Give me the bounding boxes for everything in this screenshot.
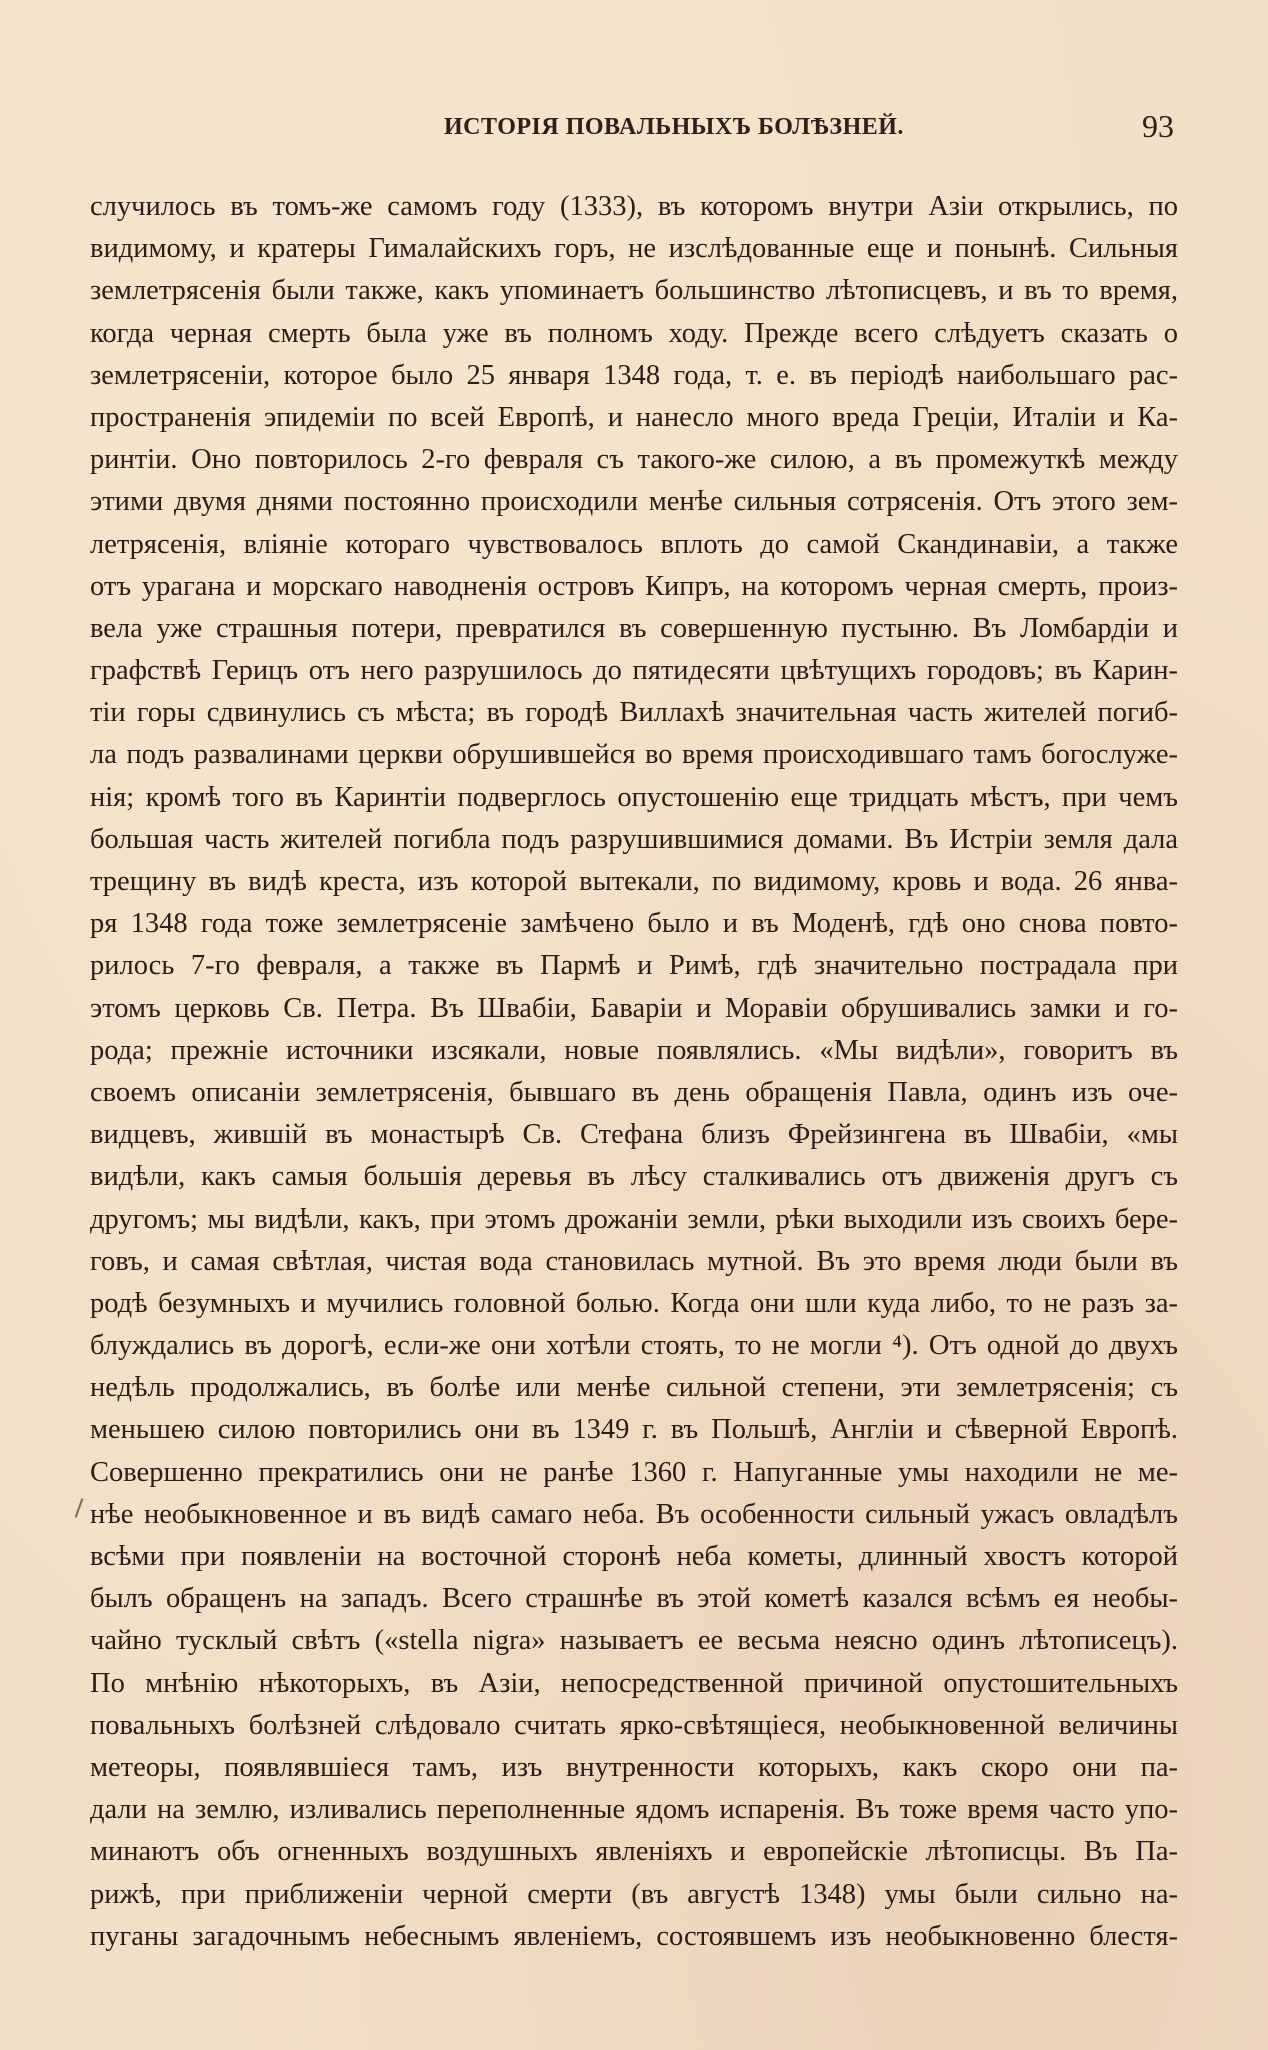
text-line: этими двумя днями постоянно происходили менѣе сильныя сотрясенія. Отъ этого зем- xyxy=(90,486,1178,518)
text-line: метеоры, появлявшіеся тамъ, изъ внутренности которыхъ, какъ скоро они па- xyxy=(90,1751,1178,1783)
text-line: Совершенно прекратились они не ранѣе 1360 г. Напуганные умы находили не ме- xyxy=(90,1456,1178,1488)
page-number: 93 xyxy=(1142,108,1174,144)
text-line: графствѣ Герицъ отъ него разрушилось до пятидесяти цвѣтущихъ городовъ; въ Карин- xyxy=(90,655,1178,687)
text-line: рода; прежніе источники изсякали, новые появлялись. «Мы видѣли», говоритъ въ xyxy=(90,1034,1178,1066)
text-line: По мнѣнію нѣкоторыхъ, въ Азіи, непосредственной причиной опустошительныхъ xyxy=(90,1667,1178,1699)
page-header xyxy=(0,108,1268,152)
text-line: землетрясенія были также, какъ упоминаетъ большинство лѣтописцевъ, и въ то время, xyxy=(90,275,1178,307)
text-line: своемъ описаніи землетрясенія, бывшаго въ день обращенія Павла, одинъ изъ оче- xyxy=(90,1076,1178,1108)
text-line: видцевъ, жившій въ монастырѣ Св. Стефана близъ Фрейзингена въ Швабіи, «мы xyxy=(90,1119,1178,1151)
text-line: летрясенія, вліяніе котораго чувствовалось вплоть до самой Скандинавіи, а также xyxy=(90,528,1178,560)
text-line: говъ, и самая свѣтлая, чистая вода становилась мутной. Въ это время люди были въ xyxy=(90,1245,1178,1277)
text-line: всѣми при появленіи на восточной сторонѣ неба кометы, длинный хвостъ которой xyxy=(90,1541,1178,1572)
text-line: недѣль продолжались, въ болѣе или менѣе сильной степени, эти землетрясенія; съ xyxy=(90,1372,1178,1404)
body-text xyxy=(90,186,1178,1958)
text-line: землетрясеніи, которое было 25 января 1348 года, т. е. въ періодѣ наибольшаго рас- xyxy=(90,359,1178,391)
text-line: тіи горы сдвинулись съ мѣста; въ городѣ Виллахѣ значительная часть жителей погиб- xyxy=(90,697,1178,729)
text-line: дали на землю, изливались переполненные ядомъ испаренія. Въ тоже время часто упо- xyxy=(90,1794,1178,1826)
text-line: повальныхъ болѣзней слѣдовало считать ярко-свѣтящіеся, необыкновенной величины xyxy=(90,1709,1178,1741)
text-line: нія; кромѣ того въ Каринтіи подверглось опустошенію еще тридцать мѣстъ, при чемъ xyxy=(90,781,1178,813)
text-line: видѣли, какъ самыя большія деревья въ лѣсу сталкивались отъ движенія другъ съ xyxy=(90,1161,1178,1193)
text-line: ря 1348 года тоже землетрясеніе замѣчено было и въ Моденѣ, гдѣ оно снова повто- xyxy=(90,908,1178,940)
text-line: родѣ безумныхъ и мучились головной болью. Когда они шли куда либо, то не разъ за- xyxy=(90,1287,1178,1319)
text-line: большая часть жителей погибла подъ разрушившимися домами. Въ Истріи земля дала xyxy=(90,823,1178,855)
text-line: былъ обращенъ на западъ. Всего страшнѣе въ этой кометѣ казался всѣмъ ея необы- xyxy=(90,1583,1178,1615)
text-line: блуждались въ дорогѣ, если-же они хотѣли стоять, то не могли ⁴). Отъ одной до двухъ xyxy=(90,1330,1178,1362)
text-line: минаютъ объ огненныхъ воздушныхъ явленіяхъ и европейскіе лѣтописцы. Въ Па- xyxy=(90,1836,1178,1868)
text-line: отъ урагана и морскаго наводненія островъ Кипръ, на которомъ черная смерть, произ- xyxy=(90,570,1178,602)
text-line: вела уже страшныя потери, превратился въ совершенную пустыню. Въ Ломбардіи и xyxy=(90,612,1178,644)
text-line: видимому, и кратеры Гималайскихъ горъ, не изслѣдованные еще и понынѣ. Сильныя xyxy=(90,233,1178,265)
margin-pen-mark xyxy=(75,1498,84,1517)
text-line: случилось въ томъ-же самомъ году (1333), въ которомъ внутри Азіи открылись, по xyxy=(90,191,1178,222)
text-line: рижѣ, при приближеніи черной смерти (въ августѣ 1348) умы были сильно на- xyxy=(90,1878,1178,1910)
text-line: трещину въ видѣ креста, изъ которой вытекали, по видимому, кровь и вода. 26 янва- xyxy=(90,866,1178,897)
text-line: когда черная смерть была уже въ полномъ ходу. Прежде всего слѣдуетъ сказать о xyxy=(90,317,1178,349)
text-line: этомъ церковь Св. Петра. Въ Швабіи, Баваріи и Моравіи обрушивались замки и го- xyxy=(90,992,1178,1024)
text-line: пространенія эпидеміи по всей Европѣ, и нанесло много вреда Греціи, Италіи и Ка- xyxy=(90,401,1178,433)
text-line: чайно тусклый свѣтъ («stella nigra» называетъ ее весьма неясно одинъ лѣтописецъ). xyxy=(90,1625,1178,1657)
text-line: меньшею силою повторились они въ 1349 г. въ Польшѣ, Англіи и сѣверной Европѣ. xyxy=(90,1414,1178,1446)
text-line: другомъ; мы видѣли, какъ, при этомъ дрожаніи земли, рѣки выходили изъ своихъ бере- xyxy=(90,1203,1178,1235)
text-line: ринтіи. Оно повторилось 2-го февраля съ такого-же силою, а въ промежуткѣ между xyxy=(90,444,1178,476)
text-line: рилось 7-го февраля, а также въ Пармѣ и Римѣ, гдѣ значительно пострадала при xyxy=(90,950,1178,982)
text-line: пуганы загадочнымъ небеснымъ явленіемъ, состоявшемъ изъ необыкновенно блестя- xyxy=(90,1920,1178,1952)
running-head: ИСТОРІЯ ПОВАЛЬНЫХЪ БОЛѢЗНЕЙ. xyxy=(444,114,904,140)
text-line: нѣе необыкновенное и въ видѣ самаго неба. Въ особенности сильный ужасъ овладѣлъ xyxy=(90,1498,1178,1530)
text-line: ла подъ развалинами церкви обрушившейся во время происходившаго тамъ богослуже- xyxy=(90,739,1178,771)
